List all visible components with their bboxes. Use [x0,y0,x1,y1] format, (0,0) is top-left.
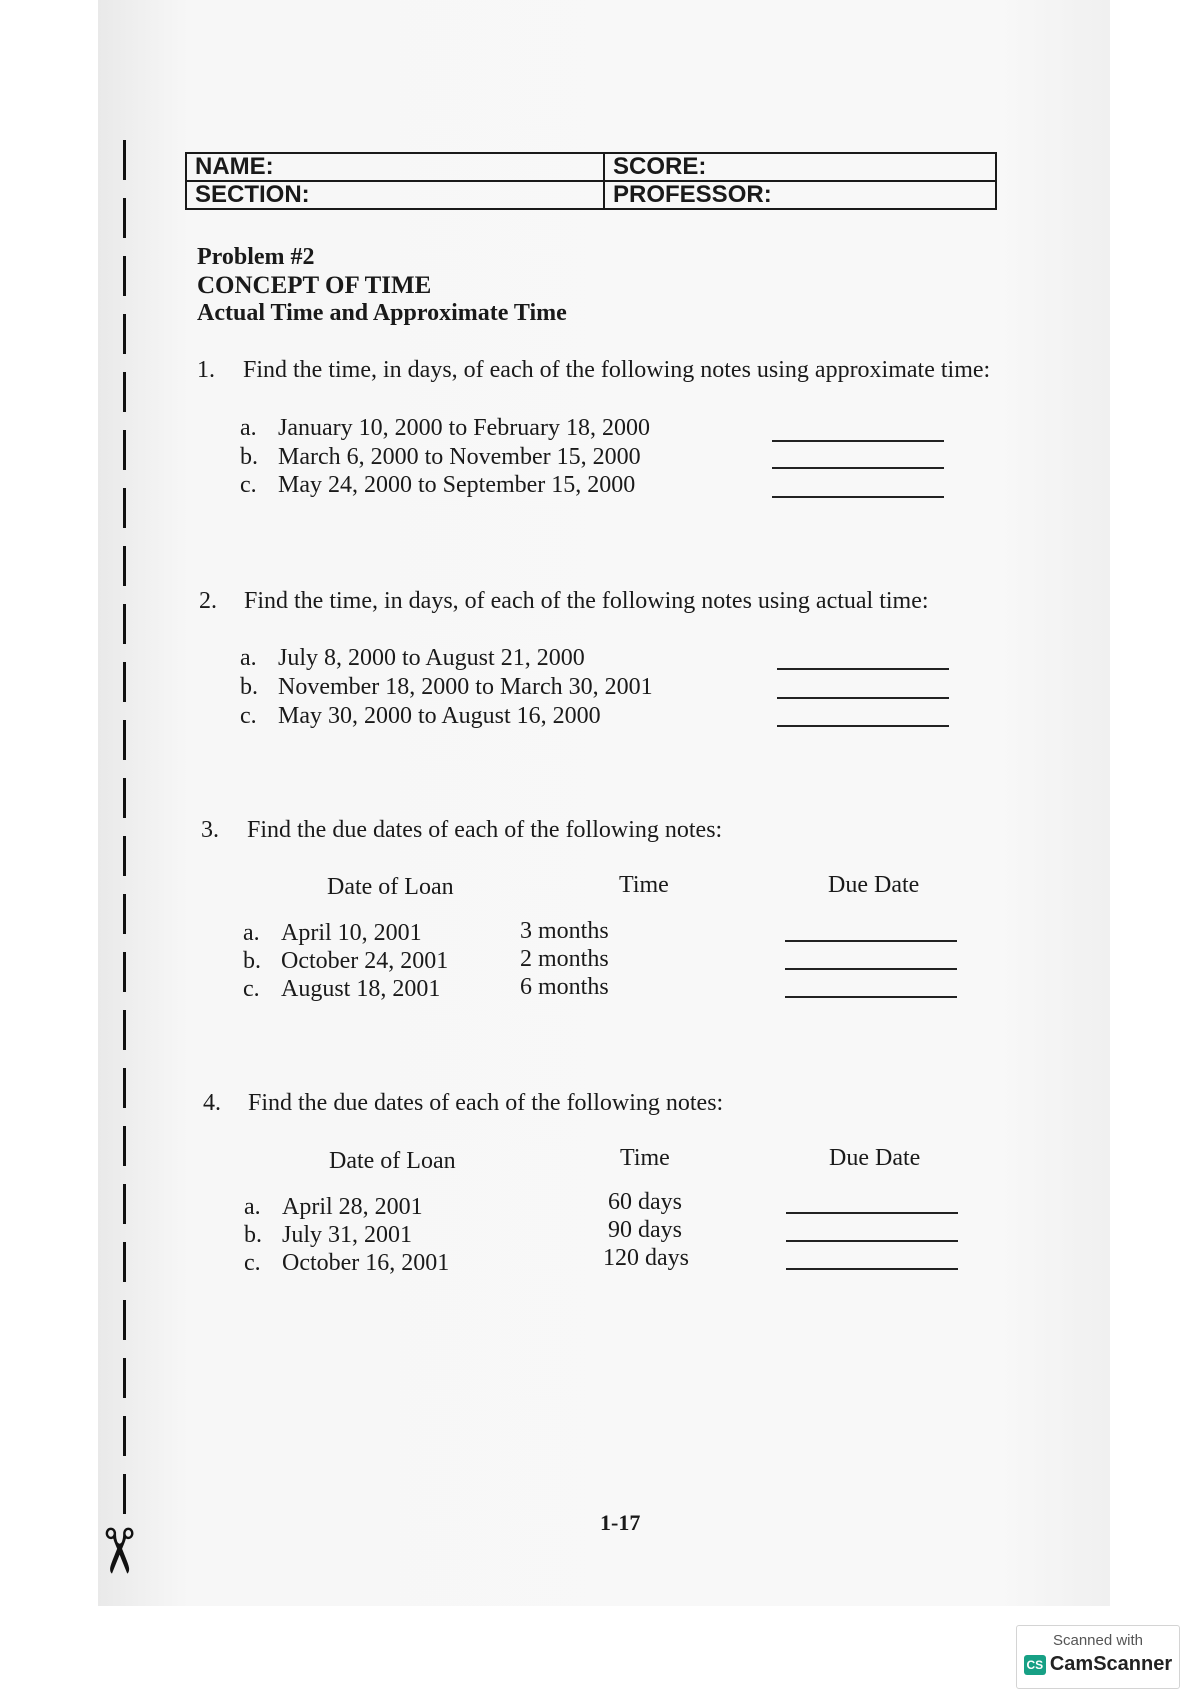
item-time: 90 days [608,1217,682,1243]
question-text: Find the due dates of each of the following notes: [247,817,723,843]
answer-blank[interactable] [785,968,957,970]
answer-blank[interactable] [785,940,957,942]
section-field: SECTION: [186,181,604,209]
answer-blank[interactable] [786,1268,958,1270]
item-letter: a. [243,920,260,946]
item-text: May 24, 2000 to September 15, 2000 [278,472,636,498]
column-header-due: Due Date [828,872,920,898]
watermark-brand-text: CamScanner [1049,1653,1173,1675]
camscanner-icon: CS [1024,1655,1046,1675]
item-date: April 28, 2001 [282,1194,423,1220]
item-letter: b. [243,948,261,974]
answer-blank[interactable] [772,440,944,442]
question-number: 2. [199,588,217,614]
answer-blank[interactable] [786,1212,958,1214]
problem-number: Problem #2 [197,244,315,270]
name-field: NAME: [186,153,604,181]
item-time: 60 days [608,1189,682,1215]
item-letter: a. [244,1194,261,1220]
column-header-due: Due Date [829,1145,921,1171]
watermark-brand [1017,1653,1179,1676]
column-header-date: Date of Loan [329,1148,456,1174]
question-number: 3. [201,817,219,843]
column-header-time: Time [620,1145,670,1171]
professor-field: PROFESSOR: [604,181,996,209]
column-header-date: Date of Loan [327,874,454,900]
item-time: 3 months [520,918,609,944]
item-date: October 16, 2001 [282,1250,450,1276]
score-field: SCORE: [604,153,996,181]
item-time: 120 days [603,1245,689,1271]
answer-blank[interactable] [777,668,949,670]
cut-line [123,140,126,1515]
item-text: January 10, 2000 to February 18, 2000 [278,415,650,441]
item-text: November 18, 2000 to March 30, 2001 [278,674,653,700]
subtopic-title: Actual Time and Approximate Time [197,300,567,326]
item-letter: c. [240,703,257,729]
question-number: 1. [197,357,215,383]
item-letter: a. [240,645,257,671]
item-time: 6 months [520,974,609,1000]
item-date: October 24, 2001 [281,948,449,974]
question-text: Find the time, in days, of each of the following notes using actual time: [244,588,929,614]
question-text: Find the time, in days, of each of the following notes using approximate time: [243,357,991,383]
answer-blank[interactable] [772,496,944,498]
topic-title: CONCEPT OF TIME [197,272,432,299]
item-letter: b. [244,1222,262,1248]
item-letter: b. [240,444,258,470]
student-info-table [185,152,997,210]
item-date: April 10, 2001 [281,920,422,946]
item-text: July 8, 2000 to August 21, 2000 [278,645,585,671]
answer-blank[interactable] [777,725,949,727]
item-letter: c. [243,976,260,1002]
answer-blank[interactable] [772,467,944,469]
item-letter: c. [244,1250,261,1276]
item-letter: b. [240,674,258,700]
item-letter: a. [240,415,257,441]
watermark-caption: Scanned with [1052,1632,1144,1649]
answer-blank[interactable] [786,1240,958,1242]
question-text: Find the due dates of each of the following notes: [248,1090,724,1116]
answer-blank[interactable] [785,996,957,998]
scanned-page [98,0,1110,1606]
camscanner-watermark [1016,1625,1180,1689]
item-date: July 31, 2001 [282,1222,413,1248]
column-header-time: Time [619,872,669,898]
item-date: August 18, 2001 [281,976,441,1002]
answer-blank[interactable] [777,697,949,699]
page-number: 1-17 [600,1510,641,1535]
question-number: 4. [203,1090,221,1116]
item-text: May 30, 2000 to August 16, 2000 [278,703,601,729]
scissors-icon: ✂ [81,1525,155,1577]
item-time: 2 months [520,946,609,972]
item-text: March 6, 2000 to November 15, 2000 [278,444,641,470]
item-letter: c. [240,472,257,498]
